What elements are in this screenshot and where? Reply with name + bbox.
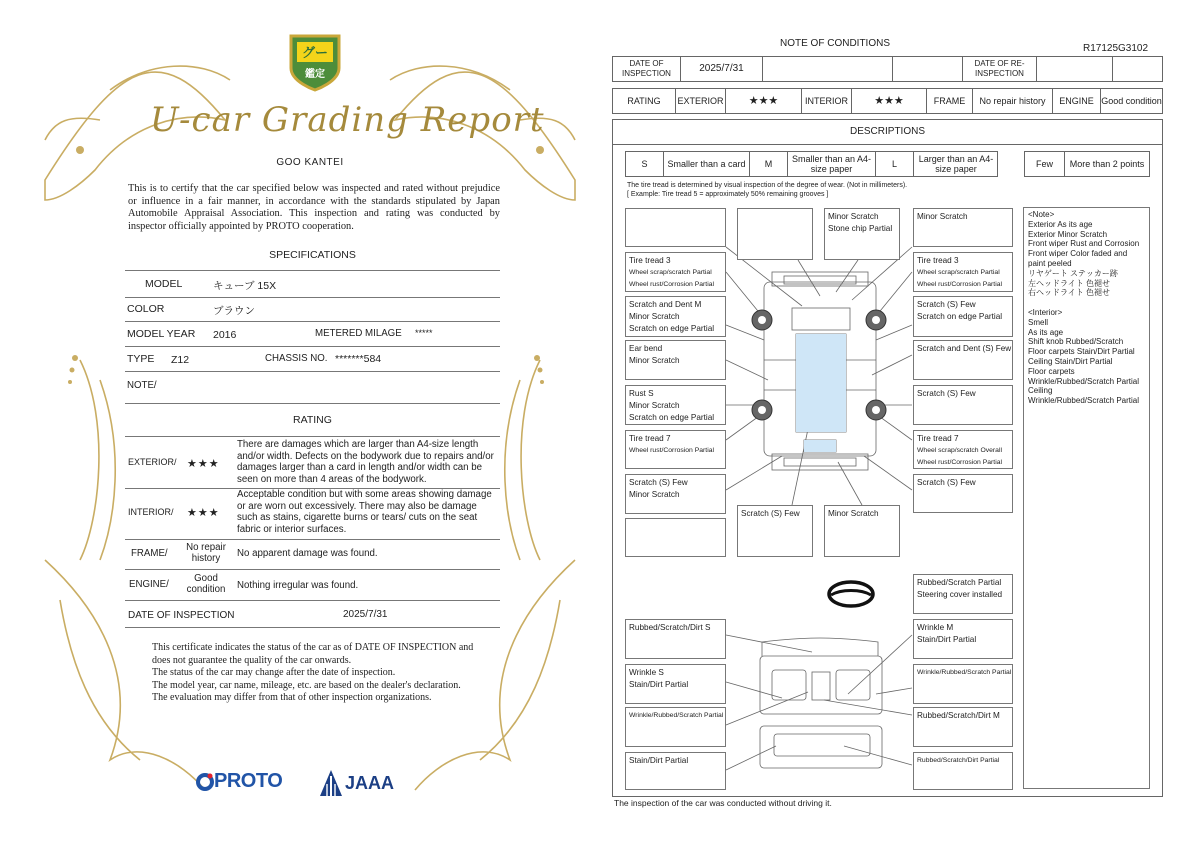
spec-row-color xyxy=(125,296,500,322)
note-line: Wheel scrap/scratch Partial xyxy=(917,269,1000,277)
diagram-box-right-4 xyxy=(913,385,1013,425)
interior-label: INTERIOR/ xyxy=(128,507,174,517)
conditions-title: NOTE OF CONDITIONS xyxy=(780,38,890,49)
exterior-stars: ★★★ xyxy=(187,458,220,470)
note-line: Wheel rust/Corrosion Partial xyxy=(629,447,714,455)
diagram-box-tire-fl xyxy=(625,252,726,292)
date-blank xyxy=(893,57,963,81)
note-line: As its age xyxy=(1028,327,1064,337)
glass-area xyxy=(804,440,836,452)
engine-value: Good condition xyxy=(186,573,226,595)
note-line: Wheel rust/Corrosion Partial xyxy=(917,459,1002,467)
tire-example-line: [ Example: Tire tread 5 = approximately 50% remaining grooves ] xyxy=(627,191,829,198)
note-line: Tire tread 3 xyxy=(629,256,671,265)
note-spacer xyxy=(1028,298,1145,308)
exterior-label: EXTERIOR/ xyxy=(128,457,177,467)
type-value: Z12 xyxy=(171,354,190,366)
tire-note xyxy=(627,181,907,199)
note-line: Rust S xyxy=(629,389,654,398)
diagram-box xyxy=(625,518,726,557)
note-line: Stain/Dirt Partial xyxy=(629,756,689,765)
type-label: TYPE xyxy=(127,353,155,365)
legend-m: M xyxy=(750,152,788,176)
notes-panel xyxy=(1023,207,1150,789)
milage-label: METERED MILAGE xyxy=(315,328,402,339)
spec-row-model xyxy=(125,270,500,298)
note-line: Ceiling xyxy=(1028,386,1053,396)
note-line: Steering cover installed xyxy=(917,590,1003,600)
date-value: 2025/7/31 xyxy=(343,609,388,620)
legend-few-desc: More than 2 points xyxy=(1069,159,1145,169)
note-line: Stain/Dirt Partial xyxy=(629,680,689,690)
note-line: Wheel rust/Corrosion Partial xyxy=(917,281,1002,289)
diagram-box-int-left-1 xyxy=(625,619,726,659)
certify-text: This is to certify that the car specified below was inspected and rated without prejudice or influence in a fair manner, in accordance with the standards stipulated by Japan Automobile Appraisal Association. This inspection and rating was conducted by inspector officially appointed by PROTO cooperation. xyxy=(128,183,500,232)
note-line: Scratch (S) Few xyxy=(917,300,976,309)
note-line: Shift knob Rubbed/Scratch xyxy=(1028,337,1124,347)
spec-row-year xyxy=(125,321,500,347)
diagram-box-left-4 xyxy=(625,385,726,425)
diagram-box xyxy=(625,208,726,247)
engine-value: Good condition xyxy=(1101,96,1162,106)
report-id: R17125G3102 xyxy=(1083,43,1149,54)
diagram-box-top-mid-right xyxy=(824,208,900,260)
spec-row-note xyxy=(125,371,500,404)
report-subtitle: GOO KANTEI xyxy=(276,157,344,168)
note-line: Rubbed/Scratch/Dirt S xyxy=(629,623,711,632)
glass-area xyxy=(796,334,846,432)
jaaa-logo: JAAA xyxy=(345,773,395,793)
note-line: Scratch (S) Few xyxy=(917,389,976,398)
svg-text:鑑定: 鑑定 xyxy=(305,69,325,80)
proto-logo: PROTO xyxy=(214,770,283,792)
note-line: Scratch on edge Partial xyxy=(629,324,715,334)
note-line: Exterior Minor Scratch xyxy=(1028,229,1108,239)
diagram-box-int-right-1 xyxy=(913,619,1013,659)
diagram-box-right-2 xyxy=(913,296,1013,337)
rating-engine xyxy=(125,569,500,601)
interior-stars: ★★★ xyxy=(187,507,220,519)
legend-m-desc: Smaller than an A4-size paper xyxy=(788,152,876,176)
exterior-stars: ★★★ xyxy=(726,89,802,113)
diagram-box-bottom-mid-left xyxy=(737,505,813,557)
note-line: Wrinkle/Rubbed/Scratch Partial xyxy=(917,669,1012,676)
note-line: Rubbed/Scratch/Dirt Partial xyxy=(917,757,1000,764)
goo-kantei-badge xyxy=(287,30,343,92)
rating-label: RATING xyxy=(613,89,676,113)
diagram-box-steering xyxy=(913,574,1013,614)
note-line: Wrinkle/Rubbed/Scratch Partial xyxy=(629,712,724,719)
note-line: Wrinkle/Rubbed/Scratch Partial xyxy=(1028,376,1140,386)
jaaa-logo-icon xyxy=(320,770,342,796)
footer-line: The status of the car may change after the date of inspection. xyxy=(152,667,396,679)
diagram-box-int-left-3 xyxy=(625,707,726,747)
note-line: Rubbed/Scratch/Dirt M xyxy=(917,711,1000,720)
reinspect-label: DATE OF RE-INSPECTION xyxy=(963,57,1037,81)
note-line: 右ヘッドライト 色褪せ xyxy=(1028,288,1110,298)
note-line: Scratch (S) Few xyxy=(629,478,688,487)
note-line: Front wiper Color faded and paint peeled xyxy=(1028,249,1128,268)
rating-interior xyxy=(125,487,500,540)
note-line: Front wiper Rust and Corrosion xyxy=(1028,239,1140,249)
diagram-box-right-6 xyxy=(913,474,1013,513)
legend-s-desc: Smaller than a card xyxy=(664,152,750,176)
note-line: Wheel scrap/scratch Overall xyxy=(917,447,1002,455)
diagram-box-bottom-mid-right xyxy=(824,505,900,557)
footer-line: This certificate indicates the status of the car as of DATE OF INSPECTION and does not guarantee the quality of the car onwards. xyxy=(152,642,474,666)
chassis-label: CHASSIS NO. xyxy=(265,353,328,364)
engine-label: ENGINE/ xyxy=(129,579,169,590)
note-line: Minor Scratch xyxy=(629,490,680,500)
exterior-label: EXTERIOR xyxy=(676,89,726,113)
spec-row-type xyxy=(125,346,500,372)
note-label: NOTE/ xyxy=(127,380,157,391)
year-label: MODEL YEAR xyxy=(127,328,196,340)
diagram-box-left-2 xyxy=(625,296,726,337)
engine-desc: Nothing irregular was found. xyxy=(237,580,359,591)
diagram-box xyxy=(737,208,813,260)
note-line: Minor Scratch xyxy=(828,509,879,518)
rating-row xyxy=(612,88,1163,114)
note-line: Scratch on edge Partial xyxy=(629,413,715,423)
tire-note-line: The tire tread is determined by visual inspection of the degree of wear. (Not in millimeters). xyxy=(627,182,908,189)
frame-label: FRAME/ xyxy=(131,548,168,559)
note-line: Minor Scratch xyxy=(629,356,680,366)
chassis-value: *******584 xyxy=(335,353,382,365)
model-value: キューブ 15X xyxy=(213,280,277,292)
diagram-box-int-right-2 xyxy=(913,664,1013,704)
date-label: DATE OF INSPECTION xyxy=(128,610,235,621)
note-line: Floor carpets Stain/Dirt Partial xyxy=(1028,347,1135,357)
note-line: Scratch and Dent M xyxy=(629,300,702,309)
svg-text:グー: グー xyxy=(301,46,329,61)
note-line: Tire tread 3 xyxy=(917,256,959,265)
note-line: Minor Scratch xyxy=(917,212,968,221)
specifications-title: SPECIFICATIONS xyxy=(269,249,356,261)
note-line: Floor carpets xyxy=(1028,366,1075,376)
note-line: Stain/Dirt Partial xyxy=(917,635,977,645)
descriptions-title: DESCRIPTIONS xyxy=(612,119,1163,145)
diagram-box-top-right xyxy=(913,208,1013,247)
engine-label: ENGINE xyxy=(1053,89,1101,113)
diagram-box-left-3 xyxy=(625,340,726,380)
diagram-box-right-3 xyxy=(913,340,1013,380)
date-value: 2025/7/31 xyxy=(681,57,763,81)
interior-label: INTERIOR xyxy=(802,89,852,113)
diagram-box-tire-rr xyxy=(913,430,1013,469)
proto-logo-icon xyxy=(196,772,214,794)
note-line: Wrinkle M xyxy=(917,623,954,632)
diagram-box-int-right-4 xyxy=(913,752,1013,790)
note-line: Ceiling Stain/Dirt Partial xyxy=(1028,356,1113,366)
footer-line: The model year, car name, mileage, etc. are based on the dealer's declaration. xyxy=(152,679,461,691)
note-line: Minor Scratch xyxy=(629,401,680,411)
footer-line: The evaluation may differ from that of other inspection organizations. xyxy=(152,692,432,704)
exterior-desc: There are damages which are larger than A4-size length and/or width. Defects on the bodywork due to repairs and/or damages larger than a card in length and/or width can be seen on more than 4 areas of the bodywork. xyxy=(237,439,494,485)
diagram-box-tire-rl xyxy=(625,430,726,469)
note-line: Exterior As its age xyxy=(1028,219,1093,229)
legend-s: S xyxy=(626,152,664,176)
note-line: Wheel scrap/scratch Partial xyxy=(629,269,712,277)
legend-l-desc: Larger than an A4-size paper xyxy=(918,154,994,174)
diagram-box-tire-fr xyxy=(913,252,1013,292)
color-label: COLOR xyxy=(127,303,165,315)
size-legend xyxy=(625,151,998,177)
frame-desc: No apparent damage was found. xyxy=(237,548,378,559)
note-line: Wheel rust/Corrosion Partial xyxy=(629,281,714,289)
interior-stars: ★★★ xyxy=(852,89,927,113)
color-value: ブラウン xyxy=(213,305,255,317)
reinspect-value xyxy=(1037,57,1113,81)
year-value: 2016 xyxy=(213,329,237,341)
note-line: Minor Scratch xyxy=(828,212,879,221)
few-legend xyxy=(1024,151,1150,177)
frame-value: No repair history xyxy=(973,89,1053,113)
diagram-box-int-right-3 xyxy=(913,707,1013,747)
date-label: DATE OF INSPECTION xyxy=(613,57,681,81)
note-line: Scratch (S) Few xyxy=(917,478,976,487)
legend-few: Few xyxy=(1025,152,1065,176)
note-line: <Interior> xyxy=(1028,307,1063,317)
rating-frame xyxy=(125,539,500,570)
diagram-box-int-left-2 xyxy=(625,664,726,704)
rating-title: RATING xyxy=(293,414,332,426)
date-blank xyxy=(763,57,893,81)
date-row xyxy=(612,56,1163,82)
legend-l: L xyxy=(876,152,914,176)
note-line: Wrinkle S xyxy=(629,668,664,677)
note-line: Scratch (S) Few xyxy=(741,509,800,518)
note-line: Stone chip Partial xyxy=(828,224,893,234)
note-line: Ear bend xyxy=(629,344,663,353)
interior-desc: Acceptable condition but with some areas showing damage or are worn out excessively. There may also be damage such as stains, cigarette burns or tears/ cuts on the seat fabric or interior surfaces. xyxy=(237,489,492,535)
frame-label: FRAME xyxy=(927,89,973,113)
rating-exterior xyxy=(125,436,500,489)
note-line: Minor Scratch xyxy=(629,312,680,322)
note-line: 左ヘッドライト 色褪せ xyxy=(1028,278,1110,288)
note-line: リヤゲート ステッカー跡 xyxy=(1028,268,1118,278)
note-line: Rubbed/Scratch Partial xyxy=(917,578,1002,587)
note-line: Scratch on edge Partial xyxy=(917,312,1003,322)
milage-value: ***** xyxy=(415,328,433,338)
note-line: Tire tread 7 xyxy=(917,434,959,443)
note-line: <Note> xyxy=(1028,210,1055,219)
report-title: U-car Grading Report xyxy=(150,100,545,140)
note-line: Tire tread 7 xyxy=(629,434,671,443)
model-label: MODEL xyxy=(145,278,183,290)
note-line: Smell xyxy=(1028,317,1049,327)
note-line: Wrinkle/Rubbed/Scratch Partial xyxy=(1028,396,1140,406)
certificate-footer xyxy=(152,642,492,705)
inspection-footer: The inspection of the car was conducted without driving it. xyxy=(614,798,832,808)
frame-value: No repair history xyxy=(186,542,226,564)
note-line: Scratch and Dent (S) Few xyxy=(917,344,1012,353)
diagram-box-left-6 xyxy=(625,474,726,514)
rating-date xyxy=(125,600,500,628)
steering-wheel-icon xyxy=(829,582,873,606)
diagram-box-int-left-4 xyxy=(625,752,726,790)
